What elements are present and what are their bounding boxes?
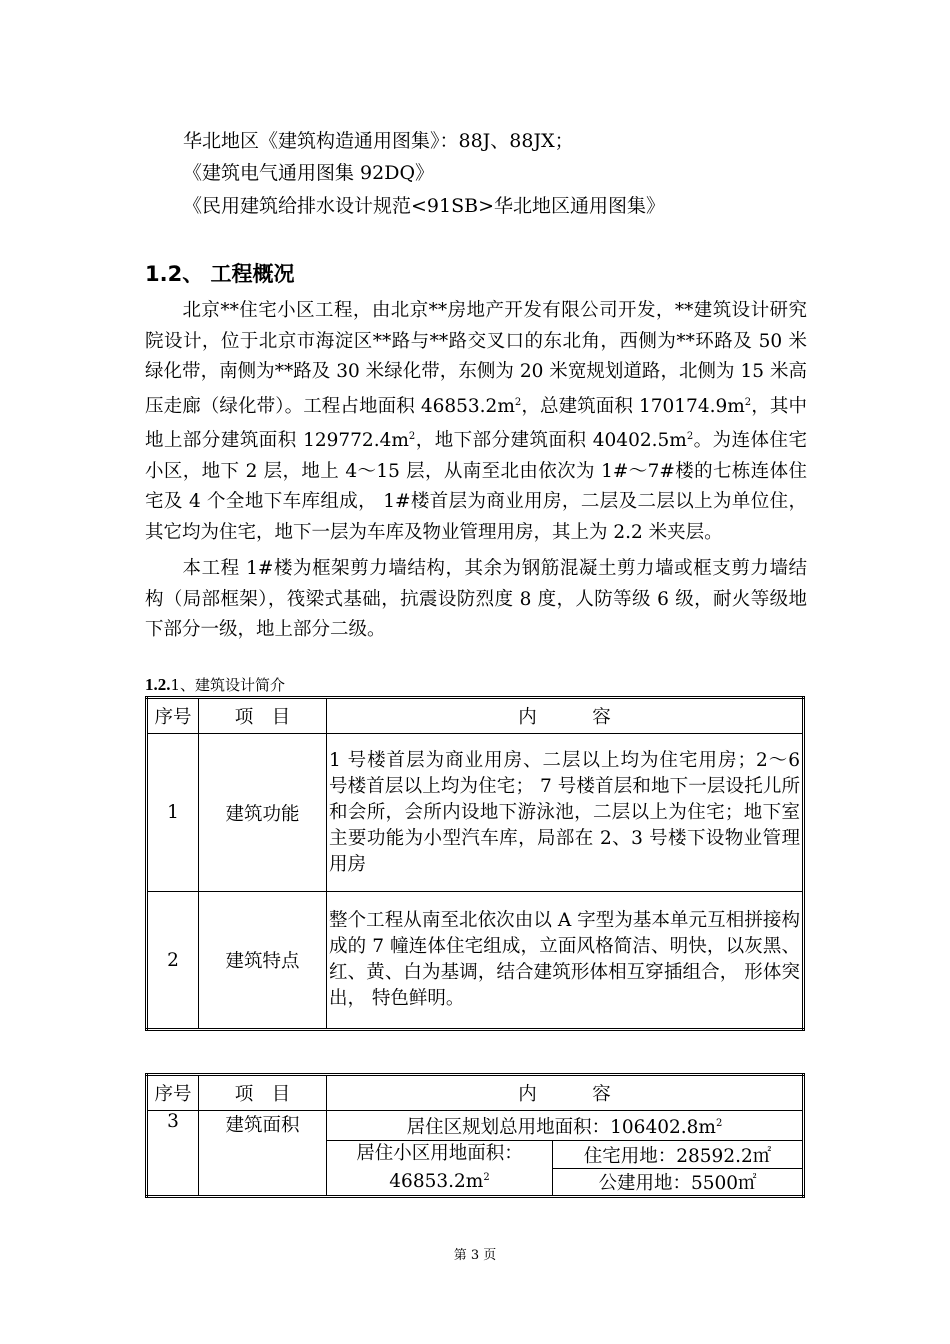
table-row xyxy=(147,892,804,1030)
header-no: 序号 xyxy=(147,1075,199,1111)
table-row xyxy=(147,734,804,892)
public-land: 公建用地：5500㎡ xyxy=(553,1169,804,1197)
building-area-table xyxy=(145,1073,805,1198)
residential-land: 住宅用地：28592.2㎡ xyxy=(553,1141,804,1169)
overview-paragraph-2: 本工程 1#楼为框架剪力墙结构，其余为钢筋混凝土剪力墙或框支剪力墙结构（局部框架），筏梁式基础，抗震设防烈度 8 度，人防等级 6 级，耐火等级地下部分一级，地上部分二级。 xyxy=(145,558,807,640)
architecture-summary-table xyxy=(145,696,805,1031)
row-item: 建筑面积 xyxy=(199,1111,327,1197)
section-heading: 1.2、 工程概况 xyxy=(145,262,295,286)
site-area-value: $46853.2m^2$ xyxy=(389,1171,490,1193)
table-row xyxy=(147,1111,804,1141)
header-content: 内 容 xyxy=(327,1075,804,1111)
header-content: 内 容 xyxy=(327,698,804,734)
reference-line-2: 《建筑电气通用图集 92DQ》 xyxy=(183,162,435,184)
total-planned-area: 居住区规划总用地面积：$106402.8m^2$ xyxy=(327,1111,804,1141)
table-header-row xyxy=(147,698,804,734)
site-area-label: 居住小区用地面积： xyxy=(356,1142,523,1164)
site-area xyxy=(327,1141,553,1197)
row-no: 3 xyxy=(147,1111,199,1197)
row-content: 整个工程从南至北依次由以 A 字型为基本单元互相拼接构成的 7 幢连体住宅组成，立面风格简洁、明快，以灰黑、红、黄、白为基调，结合建筑形体相互穿插组合， 形体突出， 特色鲜明。 xyxy=(327,892,804,1030)
header-no: 序号 xyxy=(147,698,199,734)
row-item: 建筑功能 xyxy=(199,734,327,892)
header-item: 项 目 xyxy=(199,1075,327,1111)
table-header-row xyxy=(147,1075,804,1111)
row-content: 1 号楼首层为商业用房、二层以上均为住宅用房；2～6 号楼首层以上均为住宅； 7 号楼首层和地下一层设托儿所和会所，会所内设地下游泳池，二层以上为住宅；地下室主要功能为小型汽车库，局部在 2、3 号楼下设物业管理用房 xyxy=(327,734,804,892)
page-number: 第 3 页 xyxy=(453,1248,497,1263)
row-no: 2 xyxy=(147,892,199,1030)
row-no: 1 xyxy=(147,734,199,892)
reference-line-1: 华北地区《建筑构造通用图集》：88J、88JX； xyxy=(183,130,574,152)
row-item: 建筑特点 xyxy=(199,892,327,1030)
overview-paragraph-1: 北京**住宅小区工程，由北京**房地产开发有限公司开发，**建筑设计研究院设计，位于北京市海淀区**路与**路交叉口的东北角，西侧为**环路及 50 米绿化带，南侧为**路及 30 米绿化带，东侧为 20 米宽规划道路，北侧为 15 米高压走廊（绿化带）。工程占地面积 $46853.2m^2$，总建筑面积 $170174.9m^2$，其中地上部分建筑面积 $129772.4m^2$，地下部分建筑面积 $40402.5m^2$。为连体住宅小区，地下 2 层，地上 4～15 层，从南至北由依次为 1#～7#楼的七栋连体住宅及 4 个全地下车库组成， 1#楼首层为商业用房，二层及二层以上为单位住，其它均为住宅，地下一层为车库及物业管理用房，其上为 2.2 米夹层。 xyxy=(145,300,807,543)
reference-line-3: 《民用建筑给排水设计规范<91SB>华北地区通用图集》 xyxy=(183,195,665,217)
header-item: 项 目 xyxy=(199,698,327,734)
table-caption: 1.2.1、建筑设计简介 xyxy=(145,675,286,694)
